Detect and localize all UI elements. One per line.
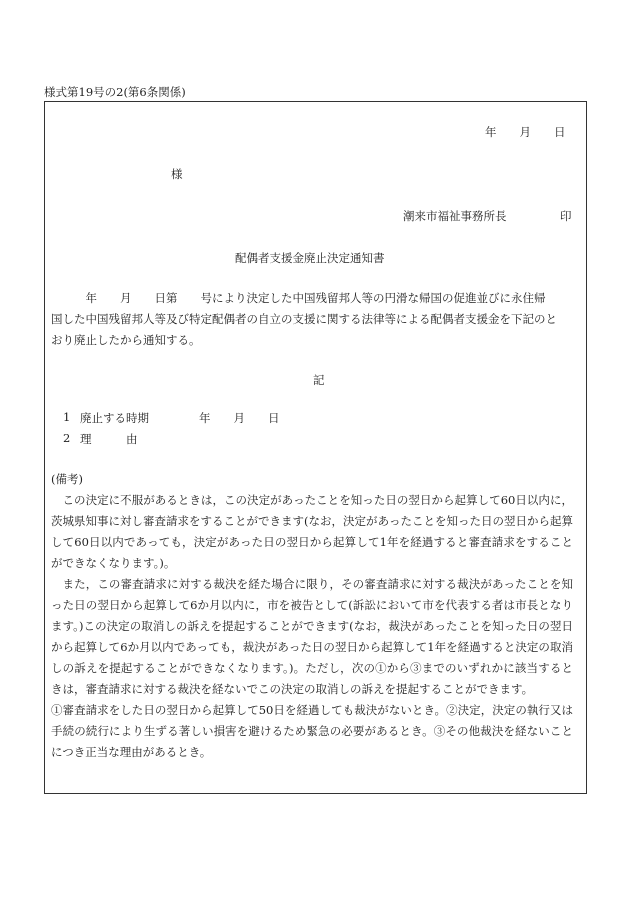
body-line: おり廃止したから通知する。 bbox=[51, 333, 201, 347]
issuer-name: 潮来市福祉事務所長 bbox=[403, 209, 507, 223]
remarks-section bbox=[51, 469, 573, 763]
remarks-heading: (備考) bbox=[51, 472, 83, 486]
remarks-paragraph-1: この決定に不服があるときは，この決定があったことを知った日の翌日から起算して60日以内に，茨城県知事に対し審査請求をすることができます(なお，決定があったことを知った日の翌日から起算して60日以内であっても，決定があった日の翌日から起算して1年を経過すると審査請求をすることができなくなります。)。 bbox=[51, 493, 573, 570]
date-line: 年 月 日 bbox=[485, 125, 566, 139]
remarks-paragraph-3: ①審査請求をした日の翌日から起算して50日を経過しても裁決がないとき。②決定，決定の執行又は手続の続行により生ずる著しい損害を避けるため緊急の必要があるとき。③その他裁決を経ないことにつき正当な理由があるとき。 bbox=[51, 703, 573, 759]
item-2-label: 理 由 bbox=[80, 432, 138, 446]
remarks-paragraph-2: また，この審査請求に対する裁決を経た場合に限り，その審査請求に対する裁決があったことを知った日の翌日から起算して6か月以内に，市を被告として(訴訟において市を代表する者は市長となります。)この決定の取消しの訴えを提起することができます(なお，裁決があったことを知った日の翌日から起算して6か月以内であっても，裁決があった日の翌日から起算して1年を経過すると決定の取消しの訴えを提起することができなくなります。)。ただし，次の①から③までのいずれかに該当するときは，審査請求に対する裁決を経ないでこの決定の取消しの訴えを提起することができます。 bbox=[51, 577, 573, 696]
notice-frame bbox=[44, 101, 587, 794]
form-number: 様式第19号の2(第6条関係) bbox=[44, 85, 186, 99]
ki-heading: 記 bbox=[313, 373, 325, 387]
item-1-label: 廃止する時期 bbox=[80, 411, 149, 425]
seal-mark: 印 bbox=[560, 209, 572, 223]
body-line: 年 月 日第 号により決定した中国残留邦人等の円滑な帰国の促進並びに永住帰 bbox=[51, 291, 546, 305]
document-title: 配偶者支援金廃止決定通知書 bbox=[235, 251, 385, 265]
item-1-number: 1 bbox=[63, 410, 71, 424]
body-line: 国した中国残留邦人等及び特定配偶者の自立の支援に関する法律等による配偶者支援金を下記のと bbox=[51, 312, 557, 326]
item-2-number: 2 bbox=[63, 431, 71, 445]
recipient-suffix: 様 bbox=[171, 167, 183, 181]
item-1-value: 年 月 日 bbox=[199, 411, 280, 425]
body-paragraph bbox=[51, 288, 573, 351]
